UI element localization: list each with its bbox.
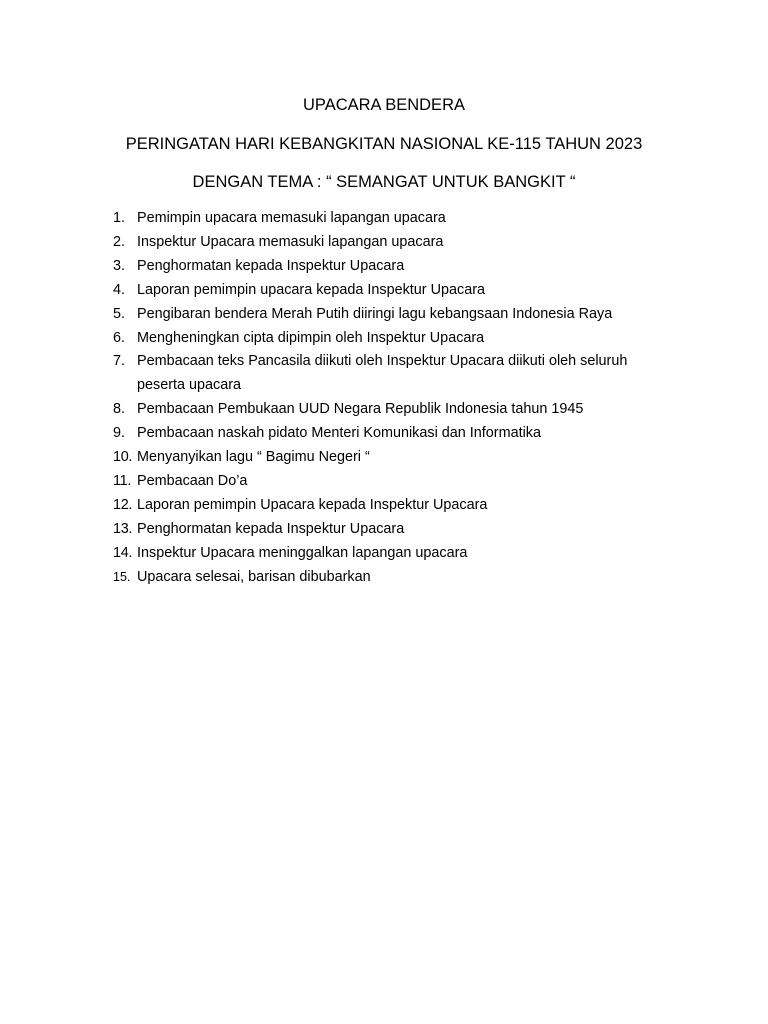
list-item <box>113 470 673 494</box>
list-item-text: Mengheningkan cipta dipimpin oleh Inspektur Upacara <box>137 329 485 346</box>
list-item <box>113 279 673 303</box>
list-item-text: Laporan pemimpin upacara kepada Inspektur Upacara <box>137 281 485 298</box>
list-item <box>113 566 673 590</box>
list-item-number: 8. <box>113 401 126 418</box>
list-item-text: Inspektur Upacara memasuki lapangan upacara <box>137 233 444 250</box>
list-item <box>113 422 673 446</box>
list-item-text: Menyanyikan lagu “ Bagimu Negeri “ <box>137 449 370 466</box>
list-item-text: Pembacaan naskah pidato Menteri Komunikasi dan Informatika <box>137 425 541 442</box>
list-item-text: Pengibaran bendera Merah Putih diiringi lagu kebangsaan Indonesia Raya <box>137 305 613 322</box>
list-item-text: Pemimpin upacara memasuki lapangan upacara <box>137 210 446 226</box>
list-item-number: 3. <box>113 257 126 274</box>
list-item-number: 1. <box>113 210 126 226</box>
list-item-number: 12. <box>113 496 133 513</box>
list-item-text: Penghormatan kepada Inspektur Upacara <box>137 520 405 537</box>
list-item-number: 9. <box>113 425 126 442</box>
list-item-text: Laporan pemimpin Upacara kepada Inspektur Upacara <box>137 496 488 513</box>
list-item-number: 5. <box>113 305 126 322</box>
list-item-number: 14. <box>113 544 133 561</box>
document-subtitle: PERINGATAN HARI KEBANGKITAN NASIONAL KE-115 TAHUN 2023 <box>125 135 643 153</box>
document-theme: DENGAN TEMA : “ SEMANGAT UNTUK BANGKIT “ <box>192 173 576 191</box>
list-item-number: 10. <box>113 449 133 466</box>
document-title: UPACARA BENDERA <box>303 96 465 114</box>
list-item-number: 2. <box>113 233 126 250</box>
list-item-number: 4. <box>113 281 126 298</box>
list-item-text: Upacara selesai, barisan dibubarkan <box>137 568 371 585</box>
list-item-text: Pembacaan teks Pancasila diikuti oleh Inspektur Upacara diikuti oleh seluruh peserta upacara <box>137 353 628 394</box>
list-item <box>113 350 673 398</box>
list-item-number: 7. <box>113 353 126 370</box>
list-item <box>113 542 673 566</box>
list-item-text: Inspektur Upacara meninggalkan lapangan upacara <box>137 544 468 561</box>
list-item-text: Pembacaan Do’a <box>137 472 248 489</box>
list-item-number: 6. <box>113 329 126 346</box>
list-item <box>113 255 673 279</box>
list-item <box>113 494 673 518</box>
ceremony-steps-list <box>113 207 673 590</box>
list-item <box>113 327 673 351</box>
list-item <box>113 398 673 422</box>
list-item <box>113 446 673 470</box>
list-item-number: 13. <box>113 520 133 537</box>
list-item-text: Penghormatan kepada Inspektur Upacara <box>137 257 405 274</box>
list-item <box>113 518 673 542</box>
list-item <box>113 303 673 327</box>
list-item-number: 11. <box>113 472 132 489</box>
list-item-text: Pembacaan Pembukaan UUD Negara Republik Indonesia tahun 1945 <box>137 401 584 418</box>
list-item <box>113 207 673 231</box>
list-item-number: 15. <box>113 569 131 584</box>
list-item <box>113 231 673 255</box>
